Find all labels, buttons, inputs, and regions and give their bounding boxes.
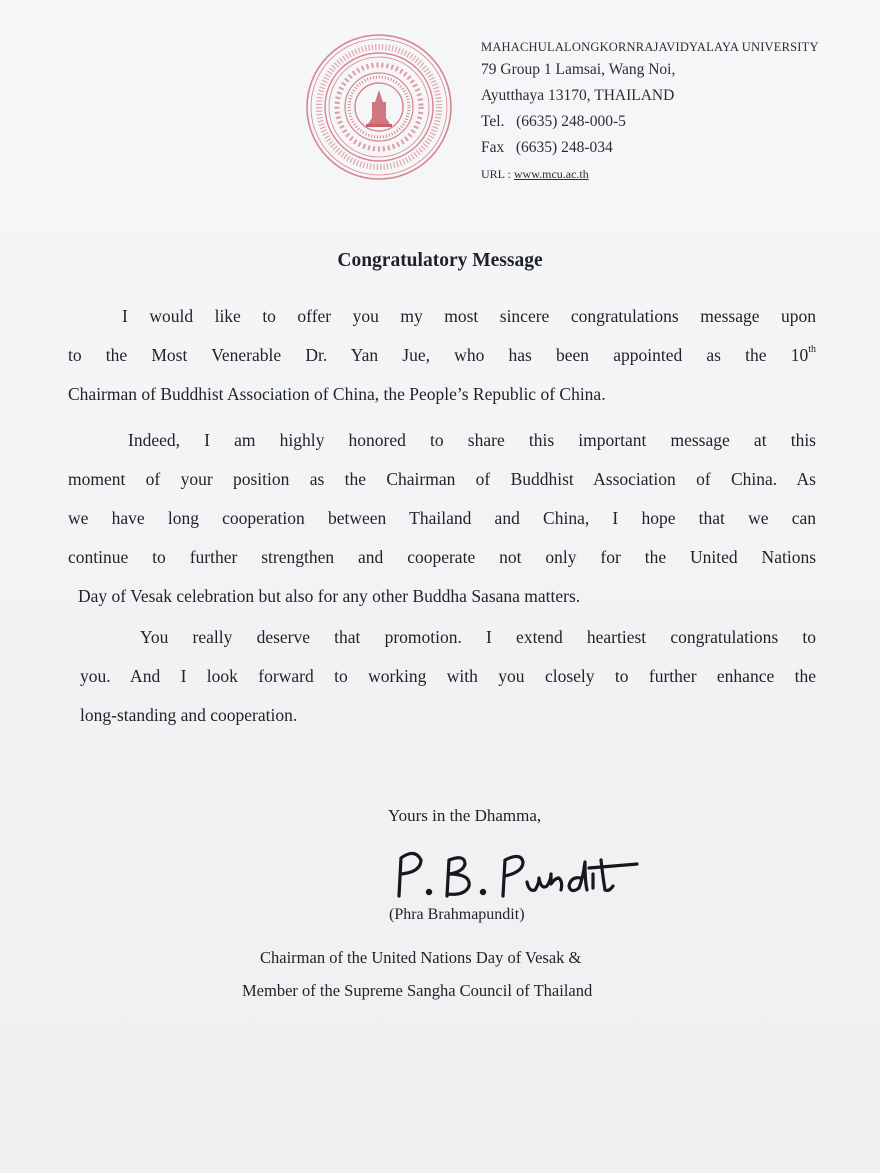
url-label: URL : (481, 167, 511, 181)
university-seal-logo (304, 32, 454, 182)
p1-line-1: I would like to offer you my most sincere congratulations message upon (122, 306, 816, 326)
paragraph-3 (68, 618, 816, 735)
p2-line-4: continue to further strengthen and cooperate not only for the United Nations (68, 547, 816, 567)
fax-label: Fax (481, 139, 505, 156)
p2-line-3: we have long cooperation between Thailand and China, I hope that we can (68, 508, 816, 528)
p3-line-3: long-standing and cooperation. (80, 705, 298, 725)
url-link[interactable]: www.mcu.ac.th (513, 167, 589, 181)
website (481, 161, 876, 187)
p2-line-5: Day of Vesak celebration but also for any other Buddha Sasana matters. (78, 586, 581, 606)
address-line-2: Ayutthaya 13170, THAILAND (481, 87, 675, 104)
p1-line-3: Chairman of Buddhist Association of China, the People’s Republic of China. (68, 384, 606, 404)
ordinal-suffix: th (808, 344, 816, 356)
p1-line-2: to the Most Venerable Dr. Yan Jue, who has been appointed as the 10th (68, 344, 816, 365)
fax (481, 135, 876, 161)
handwritten-signature (385, 838, 645, 908)
paragraph-1 (68, 297, 816, 414)
page-title: Congratulatory Message (337, 250, 543, 271)
telephone (481, 109, 876, 135)
p2-line-2: moment of your position as the Chairman of Buddhist Association of China. As (68, 469, 816, 489)
p3-line-2: you. And I look forward to working with you closely to further enhance the (80, 666, 816, 686)
fax-number: (6635) 248-034 (515, 139, 613, 156)
signatory-title-1: Chairman of the United Nations Day of Vesak & (260, 948, 582, 967)
p3-line-1: You really deserve that promotion. I extend heartiest congratulations to (140, 627, 816, 647)
closing-salutation: Yours in the Dhamma, (388, 806, 542, 825)
p2-line-1: Indeed, I am highly honored to share this important message at this (128, 430, 816, 450)
address-line-1: 79 Group 1 Lamsai, Wang Noi, (481, 61, 676, 78)
paragraph-2 (68, 421, 816, 616)
university-name: MAHACHULALONGKORNRAJAVIDYALAYA UNIVERSITY (481, 40, 819, 54)
signatory-name: (Phra Brahmapundit) (389, 906, 525, 923)
tel-label: Tel. (481, 113, 505, 130)
tel-number: (6635) 248-000-5 (516, 113, 626, 130)
letterhead (481, 37, 876, 187)
signatory-title-2: Member of the Supreme Sangha Council of Thailand (242, 981, 593, 1000)
